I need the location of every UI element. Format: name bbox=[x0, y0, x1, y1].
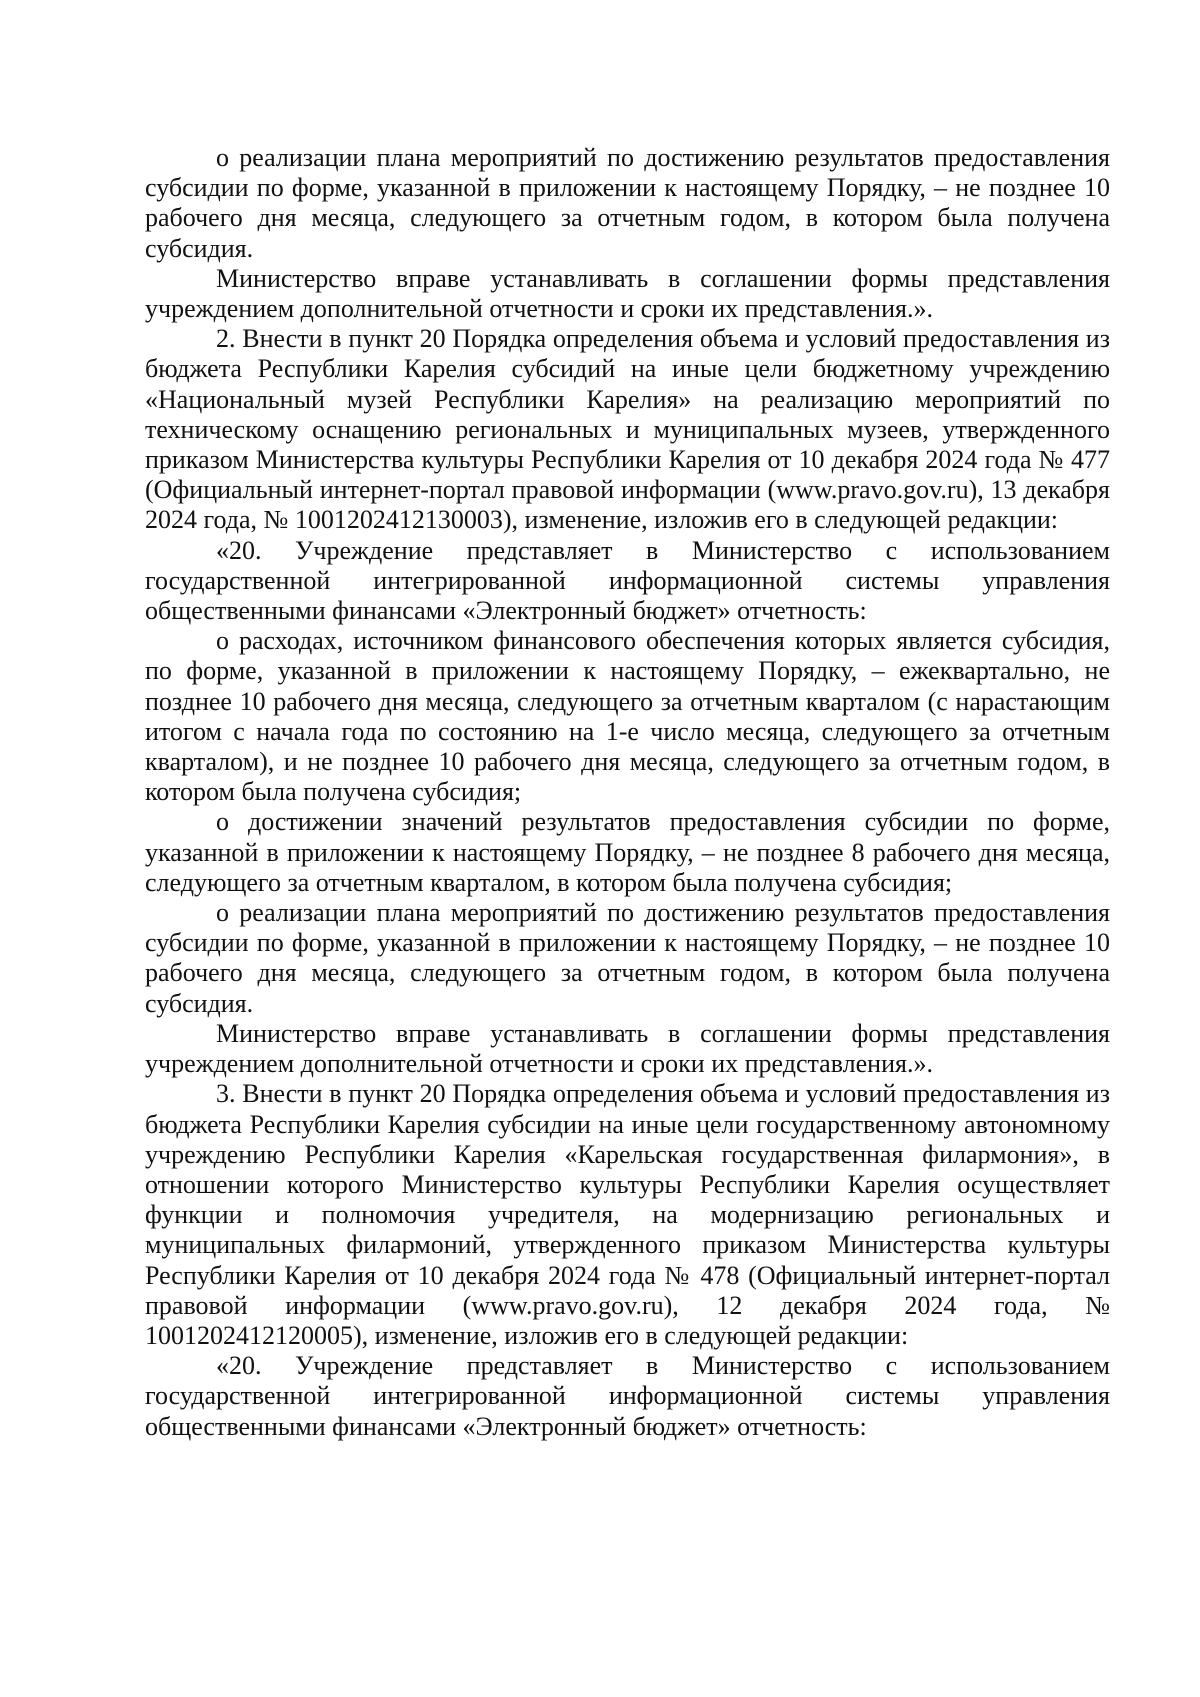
paragraph-point-20-b: «20. Учреждение представляет в Министерство с использованием государственной интегрированной информационной системы управления общественными финансами «Электронный бюджет» отчетность: bbox=[145, 1351, 1110, 1441]
paragraph-ministry-right-2: Министерство вправе устанавливать в соглашении формы представления учреждением дополнительной отчетности и сроки их представления.». bbox=[145, 1018, 1110, 1079]
paragraph-item-3: 3. Внести в пункт 20 Порядка определения объема и условий предоставления из бюджета Республики Карелия субсидии на иные цели государственному автономному учреждению Республики Карелия «Карельская государственная филармония», в отношении которого Министерство культуры Республики Карелия осуществляет функции и полномочия учредителя, на модернизацию региональных и муниципальных филармоний, утвержденного приказом Министерства культуры Республики Карелия от 10 декабря 2024 года № 478 (Официальный интернет-портал правовой информации (www.pravo.gov.ru), 12 декабря 2024 года, № 1001202412120005), изменение, изложив его в следующей редакции: bbox=[145, 1079, 1110, 1350]
paragraph-expenses-report: о расходах, источником финансового обеспечения которых является субсидия, по форме, указанной в приложении к настоящему Порядку, – ежеквартально, не позднее 10 рабочего дня месяца, следующего за отчетным кварталом (с нарастающим итогом с начала года по состоянию на 1-е число месяца, следующего за отчетным кварталом), и не позднее 10 рабочего дня месяца, следующего за отчетным годом, в котором была получена субсидия; bbox=[145, 626, 1110, 807]
paragraph-plan-report-1: о реализации плана мероприятий по достижению результатов предоставления субсидии по форме, указанной в приложении к настоящему Порядку, – не позднее 10 рабочего дня месяца, следующего за отчетным годом, в котором была получена субсидия. bbox=[145, 143, 1110, 263]
paragraph-ministry-right-1: Министерство вправе устанавливать в соглашении формы представления учреждением дополнительной отчетности и сроки их представления.». bbox=[145, 263, 1110, 324]
paragraph-point-20-a: «20. Учреждение представляет в Министерство с использованием государственной интегрированной информационной системы управления общественными финансами «Электронный бюджет» отчетность: bbox=[145, 535, 1110, 626]
paragraph-plan-report-2: о реализации плана мероприятий по достижению результатов предоставления субсидии по форме, указанной в приложении к настоящему Порядку, – не позднее 10 рабочего дня месяца, следующего за отчетным годом, в котором была получена субсидия. bbox=[145, 898, 1110, 1018]
paragraph-item-2: 2. Внести в пункт 20 Порядка определения объема и условий предоставления из бюджета Республики Карелия субсидий на иные цели бюджетному учреждению «Национальный музей Республики Карелия» на реализацию мероприятий по техническому оснащению региональных и муниципальных музеев, утвержденного приказом Министерства культуры Республики Карелия от 10 декабря 2024 года № 477 (Официальный интернет-портал правовой информации (www.pravo.gov.ru), 13 декабря 2024 года, № 1001202412130003), изменение, изложив его в следующей редакции: bbox=[145, 324, 1110, 535]
paragraph-results-report: о достижении значений результатов предоставления субсидии по форме, указанной в приложении к настоящему Порядку, – не позднее 8 рабочего дня месяца, следующего за отчетным кварталом, в котором была получена субсидия; bbox=[145, 807, 1110, 897]
